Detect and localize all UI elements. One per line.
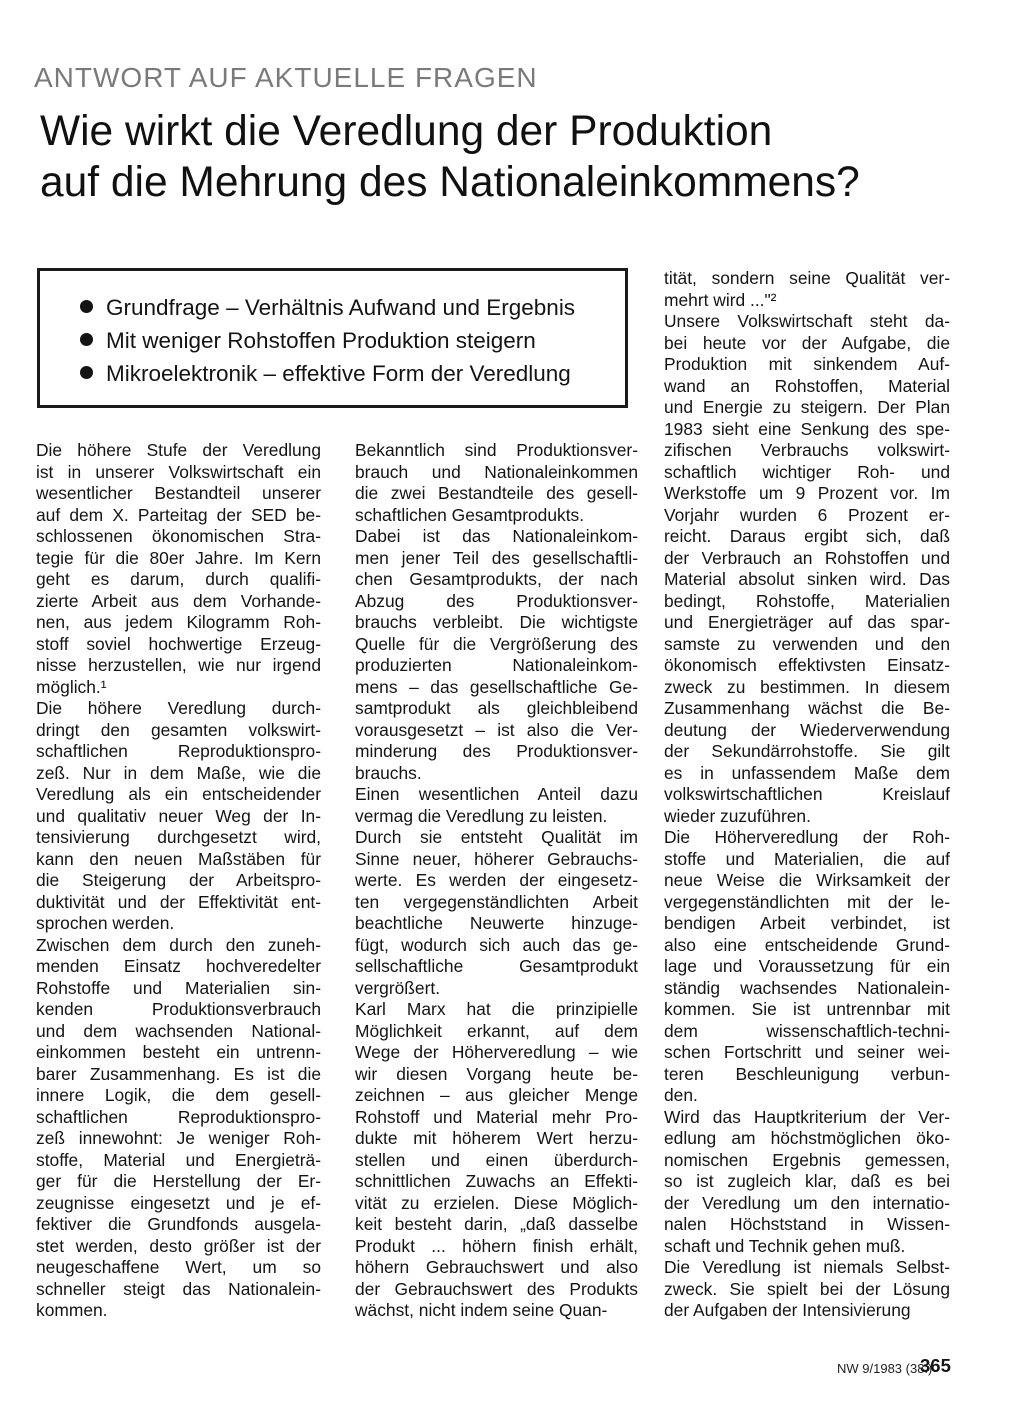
text-line: dem wissenschaftlich-techni- [664,1020,950,1041]
text-line: vorausgesetzt – ist also die Ver- [355,719,638,740]
text-line: und Energieträger auf das spar- [664,612,950,632]
text-line: reicht. Daraus ergibt sich, daß [664,526,950,546]
text-line: schnittlichen Zuwachs an Effekti- [355,1171,638,1191]
text-line: Wege der Höherveredlung – wie [355,1042,638,1062]
text-line: und qualitativ neuer Weg der In- [36,805,321,826]
text-line: Quelle für die Vergrößerung des [355,633,638,654]
text-line: Veredlung als ein entscheidender [36,784,321,804]
text-line: und Energie zu steigern. Der Plan [664,397,950,417]
text-line: der Sekundärrohstoffe. Sie gilt [664,741,950,761]
text-line: ten vergegenständlichten Arbeit [355,891,638,912]
text-line: den. [664,1085,698,1105]
text-line: lage und Voraussetzung für ein [664,956,950,976]
summary-item-text: Mikroelektronik – effektive Form der Veredlung [106,361,571,386]
text-line: kommen. Sie ist untrennbar mit [664,999,950,1019]
text-line: der Aufgaben der Intensivierung [664,1300,911,1320]
text-line: mens – das gesellschaftliche Ge- [355,676,638,697]
text-line: höhern Gebrauchswert und also [355,1257,638,1277]
summary-item-text: Mit weniger Rohstoffen Produktion steigern [106,328,536,353]
text-line: neue Weise die Wirksamkeit der [664,870,950,890]
text-line: schaftlichen Reproduktionspro- [36,1106,321,1127]
text-line: Werkstoffe um 9 Prozent vor. Im [664,483,950,503]
text-line: beachtliche Neuwerte hinzuge- [355,913,638,933]
text-line: vergegenständlichten mit der le- [664,891,950,912]
text-line: wächst, nicht indem seine Quan- [355,1300,608,1320]
text-line: zweck zu bestimmen. In diesem [664,676,950,697]
text-line: volkswirtschaftlichen Kreislauf [664,784,950,804]
text-line: auf dem X. Parteitag der SED be- [36,504,321,525]
text-line: die zwei Bestandteile des gesell- [355,483,638,503]
text-line: samste zu verwenden und den [664,633,950,654]
text-column-2 [355,440,638,1322]
text-line: Die Veredlung ist niemals Selbst- [664,1257,950,1277]
text-line: tität, sondern seine Qualität ver- [664,268,950,288]
text-line: Die Höherveredlung der Roh- [664,827,950,847]
text-line: nalen Höchststand in Wissen- [664,1214,950,1234]
text-line: tegie für die 80er Jahre. Im Kern [36,547,321,568]
text-line: also eine entscheidende Grund- [664,934,950,955]
text-line: bendigen Arbeit verbindet, ist [664,913,950,933]
text-line: schen Fortschritt und seiner wei- [664,1042,950,1062]
text-line: wesentlicher Bestandteil unserer [36,483,321,503]
text-line: wir diesen Vorgang heute be- [355,1063,638,1084]
text-line: und dem wachsenden National- [36,1020,321,1041]
summary-box [37,268,628,408]
bullet-dot-icon [80,300,93,313]
text-line: die Steigerung der Arbeitspro- [36,870,321,890]
text-line: 1983 sieht eine Senkung des spe- [664,418,950,439]
text-line: schneller steigt das Nationalein- [36,1278,321,1299]
summary-item-text: Grundfrage – Verhältnis Aufwand und Ergebnis [106,295,576,320]
text-column-3 [664,268,950,1322]
text-line: duktivität und der Effektivität ent- [36,891,321,912]
text-line: kann den neuen Maßstäben für [36,848,321,869]
text-line: schaftlichen Reproduktionspro- [36,741,321,761]
text-line: der Gebrauchswert des Produkts [355,1278,638,1299]
text-line: vität zu erzielen. Diese Möglich- [355,1192,638,1213]
text-line: sellschaftliche Gesamtprodukt [355,956,638,976]
text-line: Wird das Hauptkriterium der Ver- [664,1106,950,1127]
text-line: ger für die Herstellung der Er- [36,1171,321,1191]
text-line: stet werden, desto größer ist der [36,1235,321,1256]
text-line: Die höhere Stufe der Veredlung [36,440,321,460]
text-line: ist in unserer Volkswirtschaft ein [36,461,321,482]
text-line: keit besteht darin, „daß dasselbe [355,1214,638,1234]
text-line: stoff soviel hochwertige Erzeug- [36,633,321,654]
text-line: kommen. [36,1300,108,1320]
text-line: stoffe und Materialien, die auf [664,848,950,869]
text-line: nisse herzustellen, wie nur irgend [36,655,321,675]
text-line: zweck. Sie spielt bei der Lösung [664,1278,950,1299]
text-line: nen, aus jedem Kilogramm Roh- [36,612,321,632]
text-line: Sinne neuer, höherer Gebrauchs- [355,848,638,869]
text-line: Durch sie entsteht Qualität im [355,827,638,847]
text-line: wieder zuzuführen. [664,805,811,826]
section-kicker: ANTWORT AUF AKTUELLE FRAGEN [34,62,538,93]
text-line: stoffe, Material und Energieträ- [36,1149,321,1170]
text-line: Einen wesentlichen Anteil dazu [355,784,638,804]
text-line: schaft und Technik gehen muß. [664,1235,906,1256]
text-line: sprochen werden. [36,913,175,933]
text-line: geht es darum, durch qualifi- [36,569,321,589]
article-title [40,106,1000,208]
text-line: Rohstoff und Material mehr Pro- [355,1106,638,1127]
page-number: 365 [920,1355,951,1376]
text-line: zeichnen – aus gleicher Menge [355,1085,638,1105]
text-line: schaftlichen Gesamtprodukts. [355,504,585,525]
bullet-dot-icon [80,333,93,346]
text-line: chen Gesamtprodukts, der nach [355,569,638,589]
text-line: kenden Produktionsverbrauch [36,999,321,1019]
text-line: produzierten Nationaleinkom- [355,655,638,675]
title-line: auf die Mehrung des Nationaleinkommens? [40,159,860,206]
text-line: einkommen besteht ein untrenn- [36,1042,321,1062]
text-line: möglich.¹ [36,676,107,697]
text-line: werte. Es werden der eingesetz- [355,870,638,890]
text-line: Karl Marx hat die prinzipielle [355,999,638,1019]
text-line: Rohstoffe und Materialien sin- [36,977,321,998]
text-line: schaftlich wichtiger Roh- und [664,461,950,482]
text-line: Vorjahr wurden 6 Prozent er- [664,504,950,525]
text-line: Möglichkeit erkannt, auf dem [355,1020,638,1041]
text-line: dringt den gesamten volkswirt- [36,719,321,740]
text-line: ökonomisch effektivsten Einsatz- [664,655,950,675]
text-line: deutung der Wiederverwendung [664,719,950,740]
text-line: Bekanntlich sind Produktionsver- [355,440,638,460]
text-line: der Veredlung um den internatio- [664,1192,950,1213]
text-column-1 [36,440,321,1322]
text-line: zeß. Nur in dem Maße, wie die [36,762,321,783]
text-line: bei heute vor der Aufgabe, die [664,332,950,353]
text-line: edlung am höchstmöglichen öko- [664,1128,950,1148]
summary-item [80,324,575,357]
text-line: Zusammenhang wächst die Be- [664,698,950,718]
summary-list [80,291,575,390]
bullet-dot-icon [80,366,93,379]
text-line: zifischen Verbrauchs volkswirt- [664,440,950,460]
text-line: Material absolut sinken wird. Das [664,569,950,589]
text-line: teren Beschleunigung verbun- [664,1063,950,1084]
text-line: zierte Arbeit aus dem Vorhande- [36,590,321,611]
text-line: so ist zugleich klar, daß es bei [664,1171,950,1191]
summary-item [80,357,575,390]
text-line: vergrößert. [355,977,441,998]
text-line: bedingt, Rohstoffe, Materialien [664,590,950,611]
text-line: brauchs. [355,762,422,783]
text-line: fektiver die Grundfonds ausgela- [36,1214,321,1234]
text-line: der Verbrauch an Rohstoffen und [664,547,950,568]
text-line: innere Logik, die dem gesell- [36,1085,321,1105]
text-line: Produktion mit sinkendem Auf- [664,354,950,374]
text-line: nomischen Ergebnis gemessen, [664,1149,950,1170]
text-line: wand an Rohstoffen, Material [664,375,950,396]
text-line: menden Einsatz hochveredelter [36,956,321,976]
text-line: brauchs verbleibt. Die wichtigste [355,612,638,632]
text-line: Abzug des Produktionsver- [355,590,638,611]
text-line: Produkt ... höhern finish erhält, [355,1235,638,1256]
text-line: dukte mit höherem Wert herzu- [355,1128,638,1148]
text-line: Dabei ist das Nationaleinkom- [355,526,638,546]
text-line: minderung des Produktionsver- [355,741,638,761]
text-line: stellen und einen überdurch- [355,1149,638,1170]
text-line: mehrt wird ..."² [664,289,777,310]
issue-reference: NW 9/1983 (38.) [837,1361,933,1376]
summary-item [80,291,575,324]
text-line: Unsere Volkswirtschaft steht da- [664,311,950,331]
text-line: samtprodukt als gleichbleibend [355,698,638,718]
text-line: brauch und Nationaleinkommen [355,461,638,482]
text-line: barer Zusammenhang. Es ist die [36,1063,321,1084]
text-line: men jener Teil des gesellschaftli- [355,547,638,568]
text-line: schlossenen ökonomischen Stra- [36,526,321,546]
text-line: zeugnisse eingesetzt und je ef- [36,1192,321,1213]
text-line: fügt, wodurch sich auch das ge- [355,934,638,955]
text-line: ständig wachsendes Nationalein- [664,977,950,998]
text-line: tensivierung durchgesetzt wird, [36,827,321,847]
text-line: vermag die Veredlung zu leisten. [355,805,608,826]
text-line: Zwischen dem durch den zuneh- [36,934,321,955]
text-line: Die höhere Veredlung durch- [36,698,321,718]
text-line: zeß innewohnt: Je weniger Roh- [36,1128,321,1148]
text-line: neugeschaffene Wert, um so [36,1257,321,1277]
title-line: Wie wirkt die Veredlung der Produktion [40,108,773,155]
text-line: es in unfassendem Maße dem [664,762,950,783]
